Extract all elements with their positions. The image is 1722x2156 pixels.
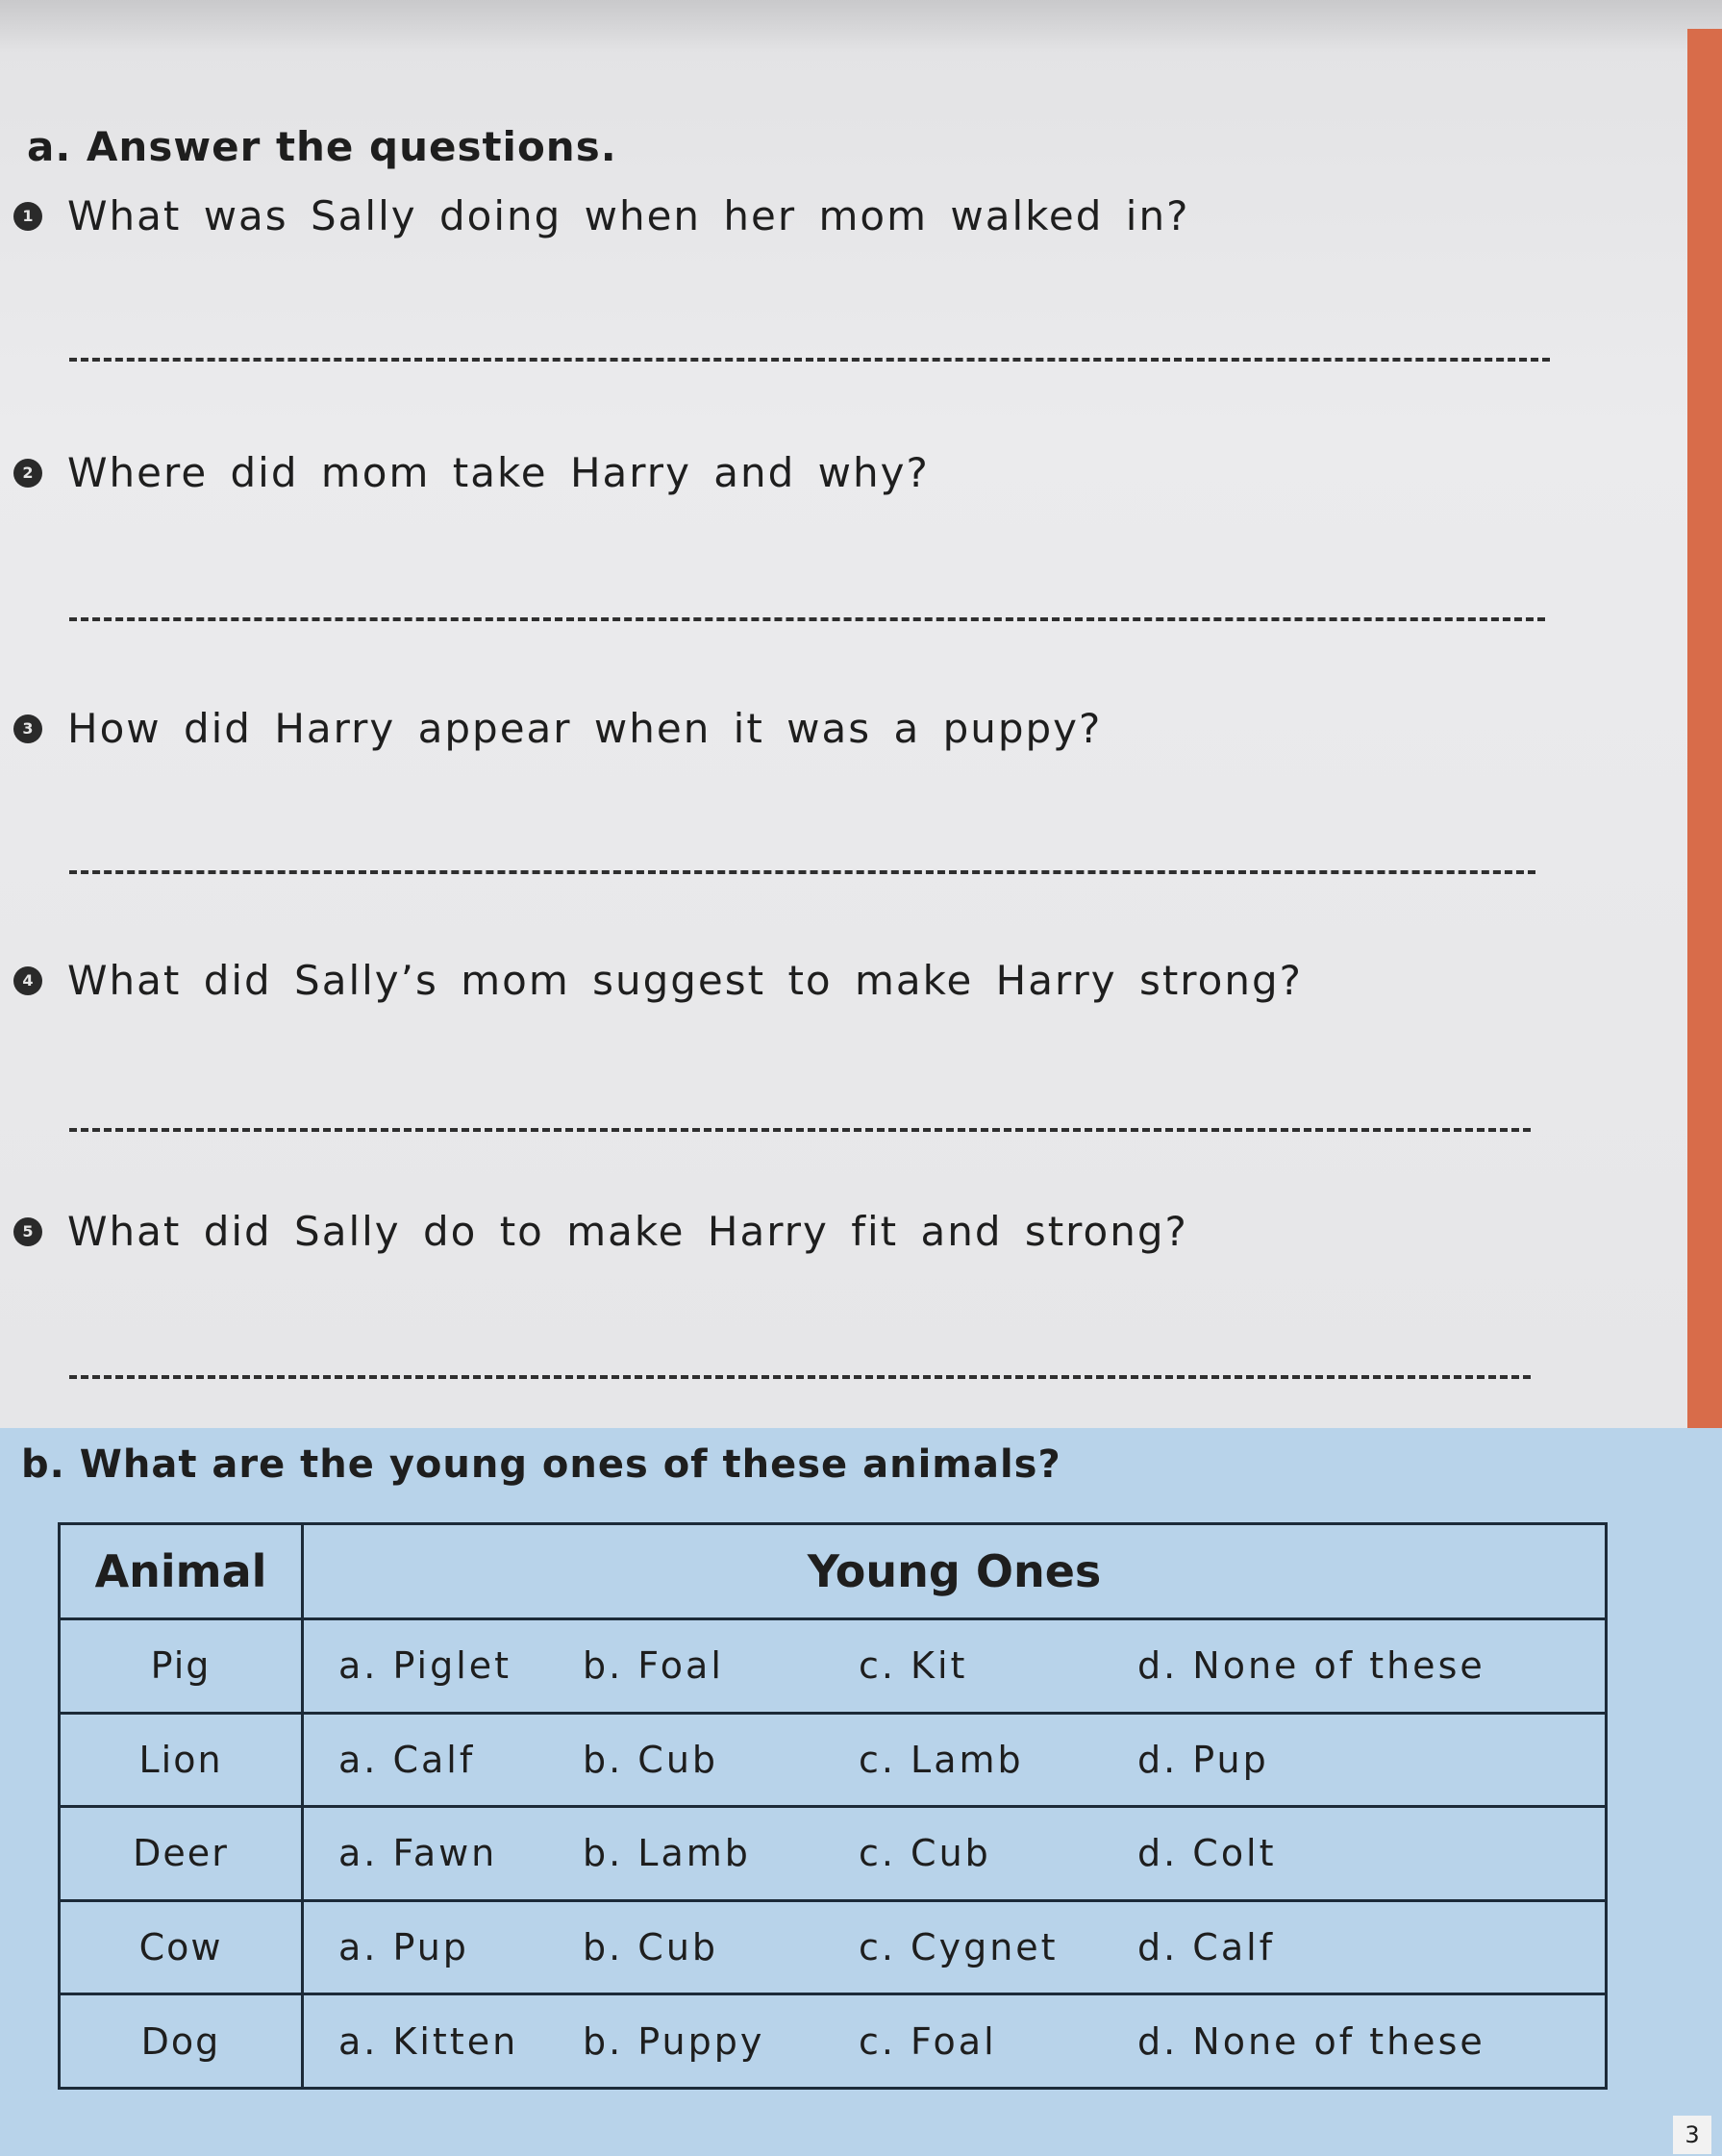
question-number-badge: 1 [13,202,42,231]
answer-line-2[interactable] [69,617,1545,621]
question-4 [13,957,1303,1004]
option-d[interactable]: d. Colt [1137,1832,1277,1875]
table-row [60,1900,1607,1994]
option-a[interactable]: a. Fawn [338,1832,498,1875]
option-d[interactable]: d. None of these [1137,1644,1485,1688]
question-number-badge: 3 [13,714,42,743]
answer-line-1[interactable] [69,358,1550,362]
option-c[interactable]: c. Foal [859,2019,997,2063]
section-a-title: a. Answer the questions. [27,123,617,170]
table-row [60,1619,1607,1714]
options-cell [303,1619,1607,1714]
options-cell [303,1994,1607,2089]
animal-name: Lion [60,1713,303,1807]
table-row [60,1713,1607,1807]
answer-line-3[interactable] [69,870,1535,874]
option-b[interactable]: b. Foal [583,1644,724,1688]
page-shadow [0,0,1722,53]
option-b[interactable]: b. Cub [583,1738,719,1781]
option-a[interactable]: a. Calf [338,1738,476,1781]
animal-name: Deer [60,1807,303,1901]
question-text: What did Sally do to make Harry fit and strong? [67,1208,1188,1255]
question-text: What did Sally’s mom suggest to make Harry strong? [67,957,1303,1004]
question-number-badge: 5 [13,1217,42,1246]
option-d[interactable]: d. Calf [1137,1926,1276,1969]
option-d[interactable]: d. None of these [1137,2019,1485,2063]
animal-name: Dog [60,1994,303,2089]
question-5 [13,1208,1188,1255]
question-text: Where did mom take Harry and why? [67,449,930,496]
table-row [60,1994,1607,2089]
animal-name: Pig [60,1619,303,1714]
young-ones-column-header: Young Ones [303,1524,1607,1619]
option-c[interactable]: c. Lamb [859,1738,1024,1781]
option-a[interactable]: a. Pup [338,1926,469,1969]
option-a[interactable]: a. Kitten [338,2019,519,2063]
option-c[interactable]: c. Cub [859,1832,991,1875]
question-text: How did Harry appear when it was a puppy? [67,705,1103,752]
question-text: What was Sally doing when her mom walked in? [67,192,1190,239]
options-cell [303,1900,1607,1994]
options-cell [303,1807,1607,1901]
section-b-title: b. What are the young ones of these animals? [21,1442,1061,1487]
question-1 [13,192,1189,239]
option-a[interactable]: a. Piglet [338,1644,512,1688]
table-header-row [60,1524,1607,1619]
options-cell [303,1713,1607,1807]
animal-column-header: Animal [60,1524,303,1619]
animal-name: Cow [60,1900,303,1994]
option-c[interactable]: c. Kit [859,1644,968,1688]
option-b[interactable]: b. Lamb [583,1832,751,1875]
question-3 [13,705,1102,752]
option-d[interactable]: d. Pup [1137,1738,1269,1781]
young-ones-table [58,1522,1608,2090]
table-row [60,1807,1607,1901]
option-b[interactable]: b. Cub [583,1926,719,1969]
answer-line-5[interactable] [69,1375,1531,1379]
question-number-badge: 4 [13,966,42,995]
option-b[interactable]: b. Puppy [583,2019,765,2063]
side-color-stripe [1687,29,1722,1428]
question-number-badge: 2 [13,459,42,488]
page-number: 3 [1673,2116,1711,2154]
question-2 [13,449,930,496]
option-c[interactable]: c. Cygnet [859,1926,1059,1969]
answer-line-4[interactable] [69,1128,1531,1132]
